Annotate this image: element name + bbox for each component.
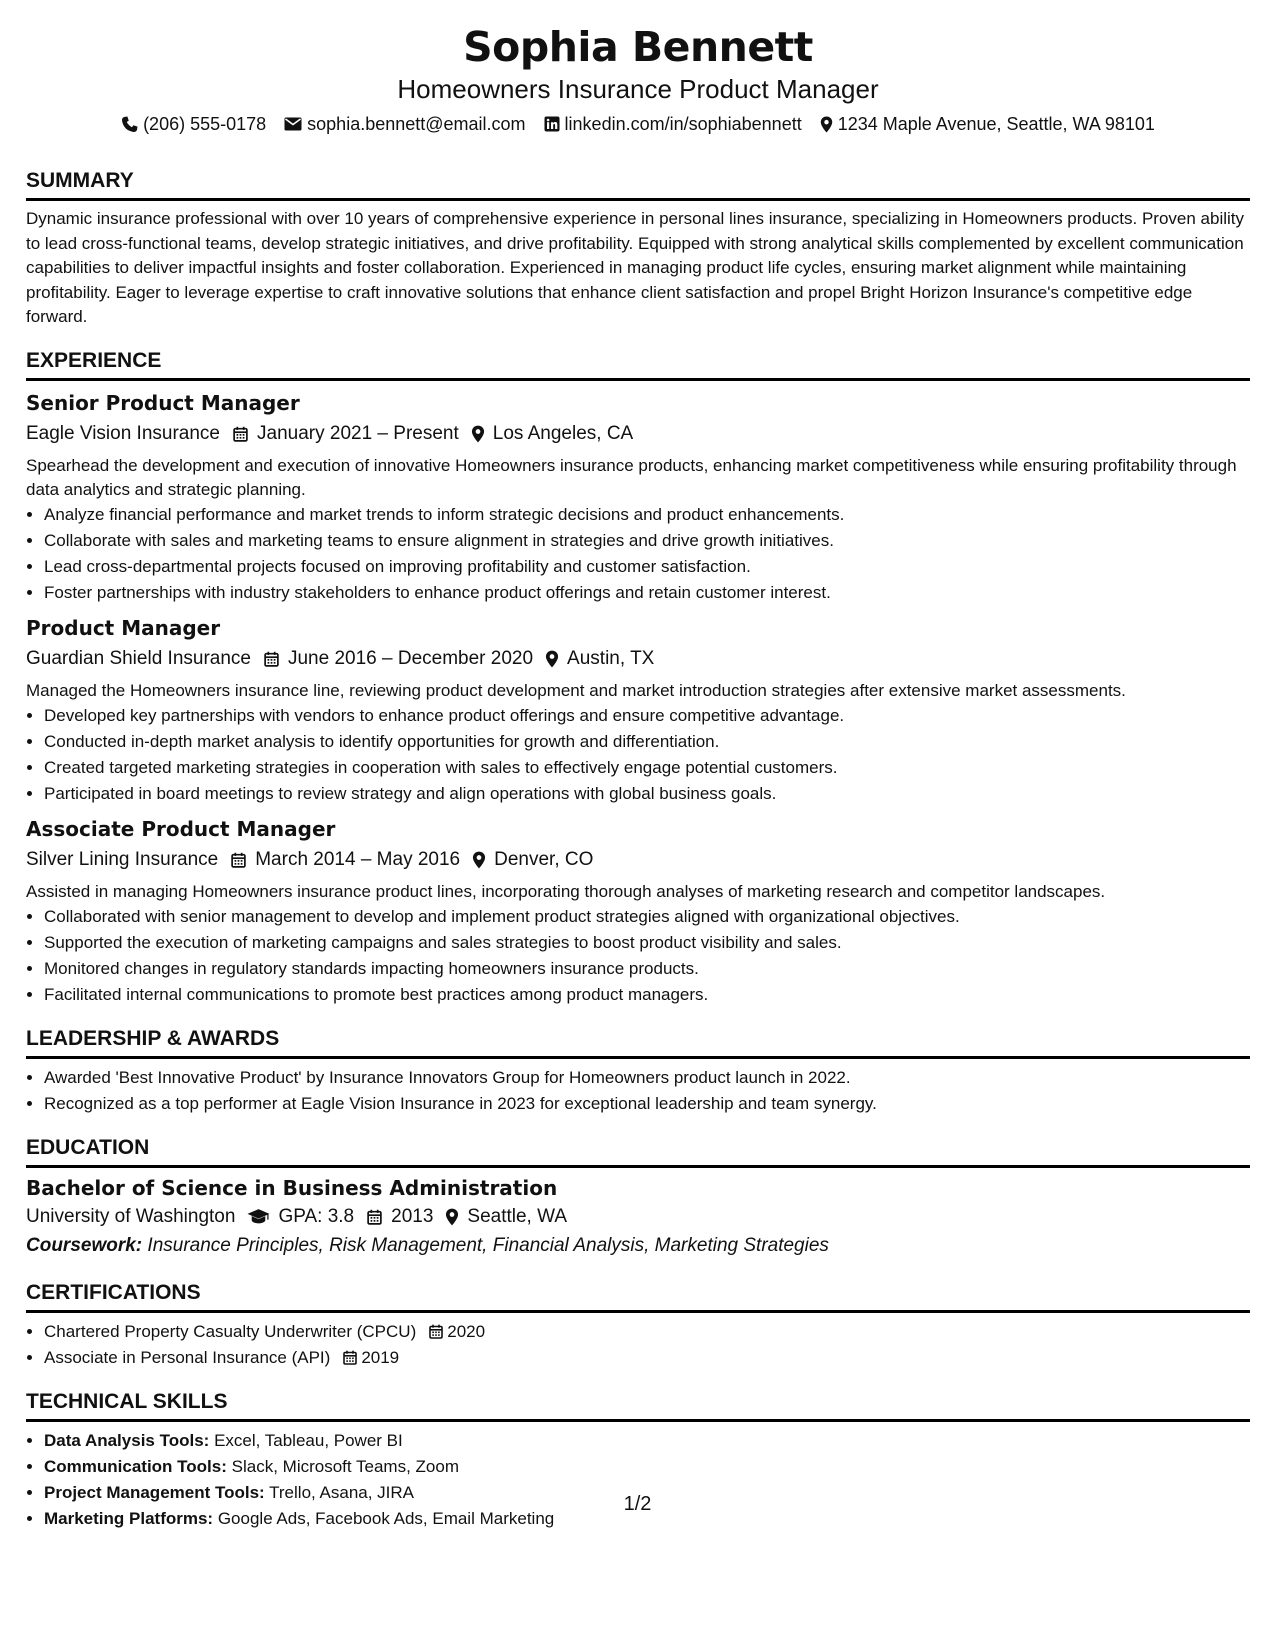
job-location: Austin, TX: [567, 647, 655, 669]
job-description: Managed the Homeowners insurance line, reviewing product development and market introduction strategies after extensive market assessments.: [26, 680, 1126, 700]
map-pin-icon: [472, 851, 486, 869]
job-title: Senior Product Manager: [26, 390, 300, 415]
linkedin-icon: [544, 116, 560, 132]
job-description: Spearhead the development and execution of innovative Homeowners insurance products, enhancing market competitiveness while ensuring profitability through data analytics and strategic planning.: [26, 455, 1237, 499]
address-text: 1234 Maple Avenue, Seattle, WA 98101: [837, 114, 1155, 134]
gpa-text: GPA: 3.8: [278, 1205, 355, 1227]
job-dates: June 2016 – December 2020: [287, 647, 534, 669]
list-item: • Supported the execution of marketing campaigns and sales strategies to boost product visibility and sales.: [44, 930, 1250, 956]
phone-text: (206) 555-0178: [143, 114, 267, 134]
job-description: Assisted in managing Homeowners insurance product lines, incorporating thorough analyses of marketing research and competitor landscapes.: [26, 881, 1106, 901]
map-pin-icon: [471, 425, 485, 443]
job-dates: January 2021 – Present: [257, 422, 459, 444]
skills-heading: TECHNICAL SKILLS: [26, 1389, 1250, 1422]
job-meta: [26, 846, 1250, 874]
skill-label: Communication Tools:: [44, 1456, 227, 1476]
job-entry: [26, 815, 1250, 1008]
contact-email[interactable]: [284, 112, 525, 136]
list-item: • Collaborated with senior management to develop and implement product strategies aligned with organizational objectives.: [44, 904, 1250, 930]
awards-heading: LEADERSHIP & AWARDS: [26, 1026, 1250, 1059]
skill-label: Data Analysis Tools:: [44, 1430, 210, 1450]
job-meta: [26, 420, 1250, 448]
job-company: Silver Lining Insurance: [26, 848, 219, 870]
resume-page: [26, 22, 1250, 1532]
contact-row: [26, 112, 1250, 136]
job-dates: March 2014 – May 2016: [255, 848, 461, 870]
job-bullets: [26, 703, 1250, 807]
summary-heading: SUMMARY: [26, 168, 1250, 201]
job-entry: [26, 614, 1250, 807]
coursework-text: Insurance Principles, Risk Management, Financial Analysis, Marketing Strategies: [147, 1234, 829, 1256]
email-text: sophia.bennett@email.com: [307, 114, 526, 134]
list-item: • Analyze financial performance and market trends to inform strategic decisions and product enhancements.: [44, 502, 1250, 528]
list-item: • Collaborate with sales and marketing teams to ensure alignment in strategies and drive growth initiatives.: [44, 528, 1250, 554]
degree-title: Bachelor of Science in Business Administration: [26, 1175, 558, 1200]
cert-year: 2020: [447, 1321, 486, 1341]
certifications-list: [26, 1319, 1250, 1371]
calendar-icon: [263, 650, 280, 668]
list-item: • Created targeted marketing strategies in cooperation with sales to effectively engage potential customers.: [44, 755, 1250, 781]
map-pin-icon: [445, 1208, 459, 1226]
list-item: • Foster partnerships with industry stakeholders to enhance product offerings and retain customer interest.: [44, 580, 1250, 606]
graduation-year: 2013: [391, 1205, 434, 1227]
coursework: [26, 1232, 1250, 1260]
contact-linkedin[interactable]: [544, 112, 802, 136]
skill-value: Slack, Microsoft Teams, Zoom: [231, 1456, 459, 1476]
contact-address: [820, 112, 1155, 136]
list-item: • Facilitated internal communications to promote best practices among product managers.: [44, 982, 1250, 1008]
awards-list: [26, 1065, 1250, 1117]
skill-value: Excel, Tableau, Power BI: [214, 1430, 403, 1450]
list-item: • Recognized as a top performer at Eagle Vision Insurance in 2023 for exceptional leadership and team synergy.: [44, 1091, 1250, 1117]
job-location: Los Angeles, CA: [492, 422, 634, 444]
job-title: Associate Product Manager: [26, 816, 336, 841]
job-company: Eagle Vision Insurance: [26, 422, 220, 444]
list-item: [44, 1345, 1250, 1371]
school-location: Seattle, WA: [467, 1205, 568, 1227]
calendar-icon: [366, 1208, 383, 1226]
experience-heading: EXPERIENCE: [26, 348, 1250, 381]
contact-phone: [121, 112, 266, 136]
list-item: [44, 1428, 1250, 1454]
education-meta: [26, 1203, 1250, 1231]
cert-name: • Associate in Personal Insurance (API): [44, 1347, 331, 1367]
school-name: University of Washington: [26, 1205, 236, 1227]
linkedin-text: linkedin.com/in/sophiabennett: [564, 114, 802, 134]
calendar-icon: [230, 851, 247, 869]
cert-year: 2019: [361, 1347, 400, 1367]
job-entry: [26, 389, 1250, 606]
list-item: • Awarded 'Best Innovative Product' by Insurance Innovators Group for Homeowners product launch in 2022.: [44, 1065, 1250, 1091]
job-location: Denver, CO: [494, 848, 594, 870]
skill-label: Project Management Tools:: [44, 1482, 265, 1502]
calendar-icon: [342, 1349, 358, 1366]
job-bullets: [26, 502, 1250, 606]
list-item: • Developed key partnerships with vendors to enhance product offerings and ensure competitive advantage.: [44, 703, 1250, 729]
job-meta: [26, 645, 1250, 673]
list-item: • Conducted in-depth market analysis to identify opportunities for growth and differentiation.: [44, 729, 1250, 755]
list-item: • Participated in board meetings to review strategy and align operations with global business goals.: [44, 781, 1250, 807]
skill-label: Marketing Platforms:: [44, 1508, 214, 1528]
job-title: Product Manager: [26, 615, 221, 640]
graduation-cap-icon: [247, 1208, 270, 1225]
calendar-icon: [428, 1323, 444, 1340]
skill-value: Trello, Asana, JIRA: [269, 1482, 415, 1502]
job-bullets: [26, 904, 1250, 1008]
phone-icon: [121, 116, 138, 133]
list-item: [44, 1454, 1250, 1480]
candidate-role: Homeowners Insurance Product Manager: [397, 74, 879, 104]
list-item: • Lead cross-departmental projects focused on improving profitability and customer satisfaction.: [44, 554, 1250, 580]
certifications-heading: CERTIFICATIONS: [26, 1280, 1250, 1313]
education-heading: EDUCATION: [26, 1135, 1250, 1168]
cert-name: • Chartered Property Casualty Underwriter (CPCU): [44, 1321, 417, 1341]
skill-value: Google Ads, Facebook Ads, Email Marketing: [217, 1508, 555, 1528]
coursework-label: Coursework:: [26, 1234, 143, 1256]
list-item: [44, 1319, 1250, 1345]
envelope-icon: [284, 117, 302, 131]
page-number: 1/2: [623, 1493, 652, 1515]
map-pin-icon: [820, 116, 833, 133]
resume-header: [26, 22, 1250, 136]
candidate-name: Sophia Bennett: [463, 23, 813, 71]
map-pin-icon: [545, 650, 559, 668]
summary-text: Dynamic insurance professional with over 10 years of comprehensive experience in personal lines insurance, specializing in Homeowners products. Proven ability to lead cross-functional teams, develop strategic initiatives, and drive profitability. Equipped with strong analytical skills complemented by excellent communication capabilities to deliver impactful insights and foster collaboration. Experienced in managing product life cycles, ensuring market alignment while maintaining profitability. Eager to leverage expertise to craft innovative solutions that enhance client satisfaction and propel Bright Horizon Insurance's competitive edge forward.: [26, 209, 1244, 326]
job-company: Guardian Shield Insurance: [26, 647, 251, 669]
list-item: • Monitored changes in regulatory standards impacting homeowners insurance products.: [44, 956, 1250, 982]
calendar-icon: [232, 425, 249, 443]
